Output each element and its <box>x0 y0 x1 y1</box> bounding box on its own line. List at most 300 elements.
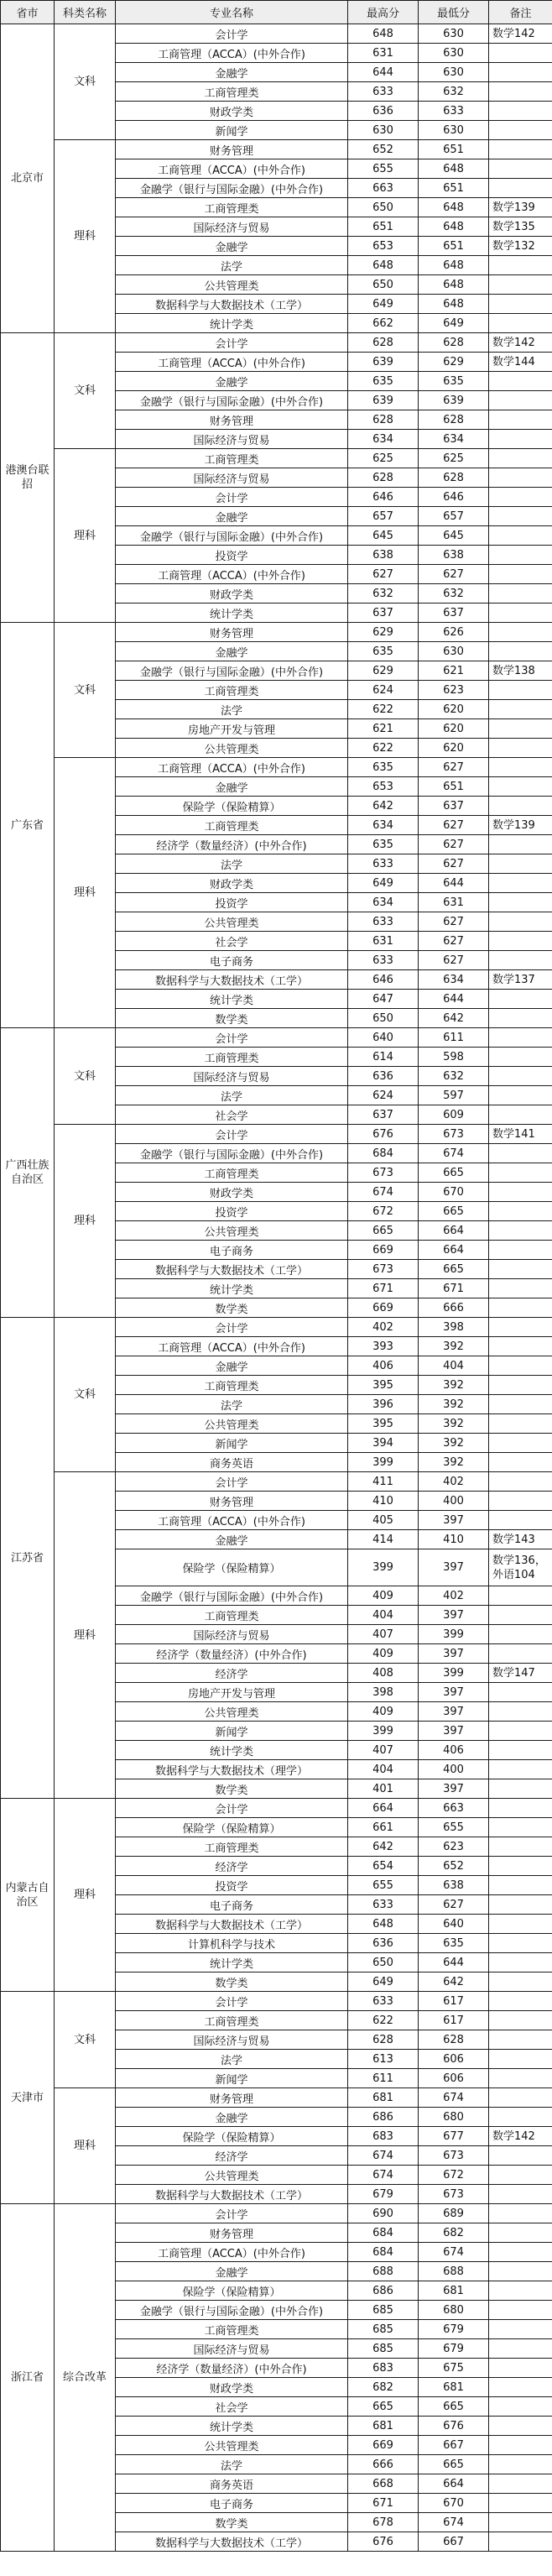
major-cell: 投资学 <box>116 893 348 912</box>
max-score-cell: 650 <box>348 275 419 295</box>
note-cell <box>489 546 552 565</box>
min-score-cell: 634 <box>419 430 489 449</box>
min-score-cell: 627 <box>419 932 489 951</box>
major-cell: 公共管理类 <box>116 2166 348 2185</box>
max-score-cell: 668 <box>348 2474 419 2494</box>
major-cell: 法学 <box>116 700 348 719</box>
min-score-cell: 627 <box>419 758 489 777</box>
note-cell <box>489 63 552 82</box>
category-cell: 文科 <box>55 1992 116 2088</box>
major-cell: 新闻学 <box>116 121 348 140</box>
major-cell: 工商管理类 <box>116 2320 348 2339</box>
max-score-cell: 401 <box>348 1779 419 1799</box>
note-cell <box>489 681 552 700</box>
major-cell: 投资学 <box>116 1876 348 1895</box>
note-cell <box>489 835 552 854</box>
min-score-cell: 665 <box>419 1202 489 1221</box>
header-province: 省市 <box>1 1 55 24</box>
min-score-cell: 673 <box>419 2146 489 2166</box>
major-cell: 公共管理类 <box>116 1221 348 1241</box>
note-cell <box>489 2397 552 2417</box>
note-cell <box>489 1895 552 1915</box>
max-score-cell: 669 <box>348 2436 419 2455</box>
table-row <box>1 449 552 468</box>
major-cell: 工商管理（ACCA）(中外合作) <box>116 2243 348 2262</box>
table-body <box>1 24 552 2552</box>
note-cell <box>489 2474 552 2494</box>
note-cell: 数学143 <box>489 1530 552 1549</box>
max-score-cell: 676 <box>348 2532 419 2552</box>
max-score-cell: 628 <box>348 2030 419 2050</box>
province-cell: 港澳台联招 <box>1 333 55 623</box>
note-cell <box>489 1298 552 1318</box>
max-score-cell: 686 <box>348 2281 419 2301</box>
major-cell: 新闻学 <box>116 1434 348 1453</box>
min-score-cell: 640 <box>419 1915 489 1934</box>
max-score-cell: 633 <box>348 1992 419 2011</box>
major-cell: 财务管理 <box>116 623 348 642</box>
max-score-cell: 649 <box>348 295 419 314</box>
major-cell: 商务英语 <box>116 1453 348 1472</box>
max-score-cell: 622 <box>348 2011 419 2030</box>
major-cell: 金融学（银行与国际金融）(中外合作) <box>116 179 348 198</box>
note-cell <box>489 1722 552 1741</box>
major-cell: 财务管理 <box>116 410 348 430</box>
max-score-cell: 648 <box>348 1915 419 1934</box>
note-cell <box>489 1241 552 1260</box>
note-cell <box>489 2455 552 2474</box>
note-cell: 数学147 <box>489 1664 552 1683</box>
max-score-cell: 635 <box>348 372 419 391</box>
min-score-cell: 673 <box>419 2185 489 2204</box>
major-cell: 房地产开发与管理 <box>116 719 348 739</box>
max-score-cell: 671 <box>348 1279 419 1298</box>
note-cell: 数学135 <box>489 217 552 237</box>
note-cell <box>489 1453 552 1472</box>
major-cell: 财政学类 <box>116 584 348 604</box>
max-score-cell: 684 <box>348 1144 419 1163</box>
min-score-cell: 631 <box>419 893 489 912</box>
major-cell: 金融学（银行与国际金融）(中外合作) <box>116 1144 348 1163</box>
min-score-cell: 620 <box>419 739 489 758</box>
min-score-cell: 627 <box>419 816 489 835</box>
major-cell: 数据科学与大数据技术（工学） <box>116 1260 348 1279</box>
max-score-cell: 650 <box>348 1009 419 1028</box>
major-cell: 数据科学与大数据技术（工学） <box>116 2532 348 2552</box>
max-score-cell: 629 <box>348 661 419 681</box>
note-cell <box>489 1337 552 1356</box>
note-cell <box>489 2532 552 2552</box>
note-cell <box>489 1376 552 1395</box>
min-score-cell: 630 <box>419 44 489 63</box>
note-cell <box>489 1067 552 1086</box>
max-score-cell: 665 <box>348 1221 419 1241</box>
min-score-cell: 675 <box>419 2359 489 2378</box>
major-cell: 数学类 <box>116 1972 348 1992</box>
min-score-cell: 642 <box>419 1972 489 1992</box>
major-cell: 经济学（数量经济）(中外合作) <box>116 1644 348 1664</box>
note-cell <box>489 256 552 275</box>
max-score-cell: 628 <box>348 333 419 353</box>
min-score-cell: 681 <box>419 2281 489 2301</box>
major-cell: 保险学（保险精算） <box>116 2281 348 2301</box>
min-score-cell: 397 <box>419 1549 489 1586</box>
major-cell: 工商管理类 <box>116 1048 348 1067</box>
major-cell: 经济学 <box>116 1664 348 1683</box>
min-score-cell: 648 <box>419 217 489 237</box>
note-cell <box>489 1934 552 1953</box>
min-score-cell: 667 <box>419 2532 489 2552</box>
max-score-cell: 669 <box>348 1241 419 1260</box>
note-cell <box>489 1837 552 1857</box>
province-cell: 广西壮族自治区 <box>1 1028 55 1318</box>
min-score-cell: 627 <box>419 854 489 874</box>
major-cell: 法学 <box>116 854 348 874</box>
max-score-cell: 653 <box>348 777 419 797</box>
note-cell <box>489 2378 552 2397</box>
note-cell: 数学137 <box>489 970 552 990</box>
min-score-cell: 392 <box>419 1395 489 1414</box>
note-cell <box>489 2146 552 2166</box>
major-cell: 财务管理 <box>116 1492 348 1511</box>
note-cell <box>489 1183 552 1202</box>
note-cell <box>489 2339 552 2359</box>
note-cell: 数学144 <box>489 353 552 372</box>
major-cell: 会计学 <box>116 1125 348 1144</box>
min-score-cell: 627 <box>419 1895 489 1915</box>
max-score-cell: 685 <box>348 2320 419 2339</box>
major-cell: 统计学类 <box>116 990 348 1009</box>
note-cell <box>489 391 552 410</box>
major-cell: 工商管理类 <box>116 681 348 700</box>
note-cell <box>489 44 552 63</box>
max-score-cell: 640 <box>348 1028 419 1048</box>
major-cell: 工商管理（ACCA）(中外合作) <box>116 565 348 584</box>
major-cell: 数据科学与大数据技术（工学） <box>116 1915 348 1934</box>
major-cell: 工商管理（ACCA）(中外合作) <box>116 1511 348 1530</box>
major-cell: 法学 <box>116 2050 348 2069</box>
major-cell: 保险学（保险精算） <box>116 1818 348 1837</box>
max-score-cell: 622 <box>348 739 419 758</box>
major-cell: 数学类 <box>116 2513 348 2532</box>
major-cell: 公共管理类 <box>116 275 348 295</box>
note-cell <box>489 1221 552 1241</box>
major-cell: 电子商务 <box>116 1241 348 1260</box>
major-cell: 法学 <box>116 1395 348 1414</box>
note-cell: 数学142 <box>489 333 552 353</box>
min-score-cell: 621 <box>419 661 489 681</box>
province-cell: 内蒙古自治区 <box>1 1799 55 1992</box>
max-score-cell: 633 <box>348 951 419 970</box>
max-score-cell: 676 <box>348 1125 419 1144</box>
min-score-cell: 399 <box>419 1625 489 1644</box>
note-cell <box>489 1105 552 1125</box>
major-cell: 投资学 <box>116 1202 348 1221</box>
note-cell <box>489 1472 552 1492</box>
note-cell <box>489 1009 552 1028</box>
note-cell <box>489 2359 552 2378</box>
min-score-cell: 410 <box>419 1530 489 1549</box>
category-cell: 综合改革 <box>55 2204 116 2552</box>
max-score-cell: 402 <box>348 1318 419 1337</box>
max-score-cell: 408 <box>348 1664 419 1683</box>
category-cell: 文科 <box>55 24 116 140</box>
major-cell: 工商管理类 <box>116 82 348 102</box>
min-score-cell: 644 <box>419 1953 489 1972</box>
min-score-cell: 400 <box>419 1492 489 1511</box>
note-cell <box>489 1586 552 1606</box>
min-score-cell: 688 <box>419 2262 489 2281</box>
major-cell: 财政学类 <box>116 1183 348 1202</box>
max-score-cell: 666 <box>348 2455 419 2474</box>
major-cell: 统计学类 <box>116 1953 348 1972</box>
max-score-cell: 655 <box>348 159 419 179</box>
major-cell: 会计学 <box>116 1472 348 1492</box>
major-cell: 财务管理 <box>116 2223 348 2243</box>
max-score-cell: 673 <box>348 1260 419 1279</box>
major-cell: 社会学 <box>116 2397 348 2417</box>
major-cell: 投资学 <box>116 546 348 565</box>
min-score-cell: 397 <box>419 1722 489 1741</box>
min-score-cell: 642 <box>419 1009 489 1028</box>
major-cell: 工商管理类 <box>116 449 348 468</box>
note-cell <box>489 2088 552 2108</box>
major-cell: 金融学（银行与国际金融）(中外合作) <box>116 526 348 546</box>
min-score-cell: 665 <box>419 1163 489 1183</box>
max-score-cell: 657 <box>348 507 419 526</box>
min-score-cell: 397 <box>419 1644 489 1664</box>
major-cell: 数据科学与大数据技术（工学） <box>116 970 348 990</box>
min-score-cell: 628 <box>419 333 489 353</box>
min-score-cell: 630 <box>419 24 489 44</box>
major-cell: 工商管理类 <box>116 1376 348 1395</box>
major-cell: 会计学 <box>116 1799 348 1818</box>
category-cell: 理科 <box>55 1472 116 1799</box>
max-score-cell: 631 <box>348 932 419 951</box>
min-score-cell: 402 <box>419 1586 489 1606</box>
max-score-cell: 404 <box>348 1760 419 1779</box>
note-cell <box>489 102 552 121</box>
major-cell: 工商管理类 <box>116 2011 348 2030</box>
max-score-cell: 632 <box>348 584 419 604</box>
major-cell: 会计学 <box>116 488 348 507</box>
major-cell: 金融学（银行与国际金融）(中外合作) <box>116 661 348 681</box>
note-cell <box>489 2417 552 2436</box>
note-cell <box>489 2436 552 2455</box>
max-score-cell: 646 <box>348 970 419 990</box>
max-score-cell: 636 <box>348 1067 419 1086</box>
note-cell <box>489 1857 552 1876</box>
max-score-cell: 647 <box>348 990 419 1009</box>
max-score-cell: 409 <box>348 1586 419 1606</box>
min-score-cell: 400 <box>419 1760 489 1779</box>
major-cell: 经济学（数量经济）(中外合作) <box>116 2359 348 2378</box>
max-score-cell: 634 <box>348 893 419 912</box>
major-cell: 公共管理类 <box>116 2436 348 2455</box>
max-score-cell: 648 <box>348 24 419 44</box>
major-cell: 公共管理类 <box>116 739 348 758</box>
note-cell <box>489 1028 552 1048</box>
major-cell: 金融学 <box>116 2262 348 2281</box>
min-score-cell: 397 <box>419 1702 489 1722</box>
min-score-cell: 617 <box>419 1992 489 2011</box>
note-cell <box>489 2513 552 2532</box>
note-cell <box>489 1644 552 1664</box>
note-cell <box>489 179 552 198</box>
major-cell: 统计学类 <box>116 2417 348 2436</box>
min-score-cell: 626 <box>419 623 489 642</box>
note-cell <box>489 797 552 816</box>
note-cell <box>489 1702 552 1722</box>
min-score-cell: 649 <box>419 314 489 333</box>
major-cell: 统计学类 <box>116 314 348 333</box>
major-cell: 法学 <box>116 1086 348 1105</box>
note-cell <box>489 1876 552 1895</box>
min-score-cell: 682 <box>419 2223 489 2243</box>
min-score-cell: 644 <box>419 874 489 893</box>
max-score-cell: 393 <box>348 1337 419 1356</box>
note-cell: 数学138 <box>489 661 552 681</box>
min-score-cell: 670 <box>419 2494 489 2513</box>
min-score-cell: 665 <box>419 1260 489 1279</box>
major-cell: 电子商务 <box>116 2494 348 2513</box>
note-cell <box>489 1260 552 1279</box>
max-score-cell: 627 <box>348 565 419 584</box>
major-cell: 财务管理 <box>116 140 348 159</box>
min-score-cell: 677 <box>419 2127 489 2146</box>
table-row <box>1 1318 552 1337</box>
header-max-score: 最高分 <box>348 1 419 24</box>
min-score-cell: 397 <box>419 1683 489 1702</box>
max-score-cell: 669 <box>348 1298 419 1318</box>
max-score-cell: 634 <box>348 816 419 835</box>
major-cell: 统计学类 <box>116 1279 348 1298</box>
note-cell <box>489 758 552 777</box>
note-cell <box>489 2223 552 2243</box>
min-score-cell: 638 <box>419 1876 489 1895</box>
max-score-cell: 674 <box>348 1183 419 1202</box>
min-score-cell: 623 <box>419 1837 489 1857</box>
max-score-cell: 649 <box>348 1972 419 1992</box>
max-score-cell: 682 <box>348 2378 419 2397</box>
max-score-cell: 686 <box>348 2108 419 2127</box>
category-cell: 文科 <box>55 1318 116 1472</box>
note-cell <box>489 2262 552 2281</box>
max-score-cell: 635 <box>348 835 419 854</box>
note-cell <box>489 2243 552 2262</box>
table-row <box>1 1028 552 1048</box>
note-cell <box>489 893 552 912</box>
major-cell: 公共管理类 <box>116 912 348 932</box>
min-score-cell: 663 <box>419 1799 489 1818</box>
major-cell: 工商管理（ACCA）(中外合作) <box>116 758 348 777</box>
note-cell <box>489 642 552 661</box>
min-score-cell: 673 <box>419 1125 489 1144</box>
note-cell <box>489 2050 552 2069</box>
max-score-cell: 684 <box>348 2243 419 2262</box>
table-row <box>1 758 552 777</box>
min-score-cell: 648 <box>419 295 489 314</box>
major-cell: 公共管理类 <box>116 1702 348 1722</box>
note-cell <box>489 1799 552 1818</box>
note-cell <box>489 526 552 546</box>
min-score-cell: 629 <box>419 353 489 372</box>
major-cell: 会计学 <box>116 1028 348 1048</box>
max-score-cell: 405 <box>348 1511 419 1530</box>
note-cell <box>489 1741 552 1760</box>
max-score-cell: 674 <box>348 2166 419 2185</box>
note-cell <box>489 739 552 758</box>
min-score-cell: 627 <box>419 912 489 932</box>
major-cell: 国际经济与贸易 <box>116 430 348 449</box>
note-cell <box>489 932 552 951</box>
major-cell: 国际经济与贸易 <box>116 468 348 488</box>
min-score-cell: 674 <box>419 2243 489 2262</box>
min-score-cell: 392 <box>419 1376 489 1395</box>
note-cell <box>489 565 552 584</box>
note-cell <box>489 1953 552 1972</box>
max-score-cell: 679 <box>348 2185 419 2204</box>
max-score-cell: 652 <box>348 140 419 159</box>
major-cell: 经济学 <box>116 2146 348 2166</box>
header-min-score: 最低分 <box>419 1 489 24</box>
note-cell <box>489 604 552 623</box>
major-cell: 工商管理类 <box>116 816 348 835</box>
note-cell <box>489 1760 552 1779</box>
min-score-cell: 404 <box>419 1356 489 1376</box>
major-cell: 金融学（银行与国际金融）(中外合作) <box>116 1586 348 1606</box>
note-cell <box>489 584 552 604</box>
min-score-cell: 637 <box>419 604 489 623</box>
major-cell: 电子商务 <box>116 951 348 970</box>
max-score-cell: 399 <box>348 1549 419 1586</box>
max-score-cell: 396 <box>348 1395 419 1414</box>
max-score-cell: 649 <box>348 874 419 893</box>
min-score-cell: 617 <box>419 2011 489 2030</box>
max-score-cell: 681 <box>348 2088 419 2108</box>
max-score-cell: 631 <box>348 44 419 63</box>
note-cell <box>489 2108 552 2127</box>
min-score-cell: 628 <box>419 468 489 488</box>
major-cell: 工商管理（ACCA）(中外合作) <box>116 353 348 372</box>
max-score-cell: 655 <box>348 1876 419 1895</box>
min-score-cell: 609 <box>419 1105 489 1125</box>
note-cell <box>489 410 552 430</box>
max-score-cell: 621 <box>348 719 419 739</box>
note-cell <box>489 468 552 488</box>
min-score-cell: 397 <box>419 1511 489 1530</box>
min-score-cell: 657 <box>419 507 489 526</box>
major-cell: 金融学 <box>116 777 348 797</box>
major-cell: 经济学 <box>116 1857 348 1876</box>
max-score-cell: 633 <box>348 912 419 932</box>
note-cell <box>489 1048 552 1067</box>
major-cell: 商务英语 <box>116 2474 348 2494</box>
max-score-cell: 638 <box>348 546 419 565</box>
major-cell: 数据科学与大数据技术（工学） <box>116 2185 348 2204</box>
note-cell <box>489 1779 552 1799</box>
max-score-cell: 411 <box>348 1472 419 1492</box>
major-cell: 会计学 <box>116 1992 348 2011</box>
max-score-cell: 636 <box>348 1934 419 1953</box>
min-score-cell: 632 <box>419 82 489 102</box>
major-cell: 数学类 <box>116 1298 348 1318</box>
max-score-cell: 671 <box>348 2494 419 2513</box>
min-score-cell: 674 <box>419 2513 489 2532</box>
min-score-cell: 628 <box>419 2030 489 2050</box>
min-score-cell: 648 <box>419 159 489 179</box>
note-cell <box>489 1915 552 1934</box>
